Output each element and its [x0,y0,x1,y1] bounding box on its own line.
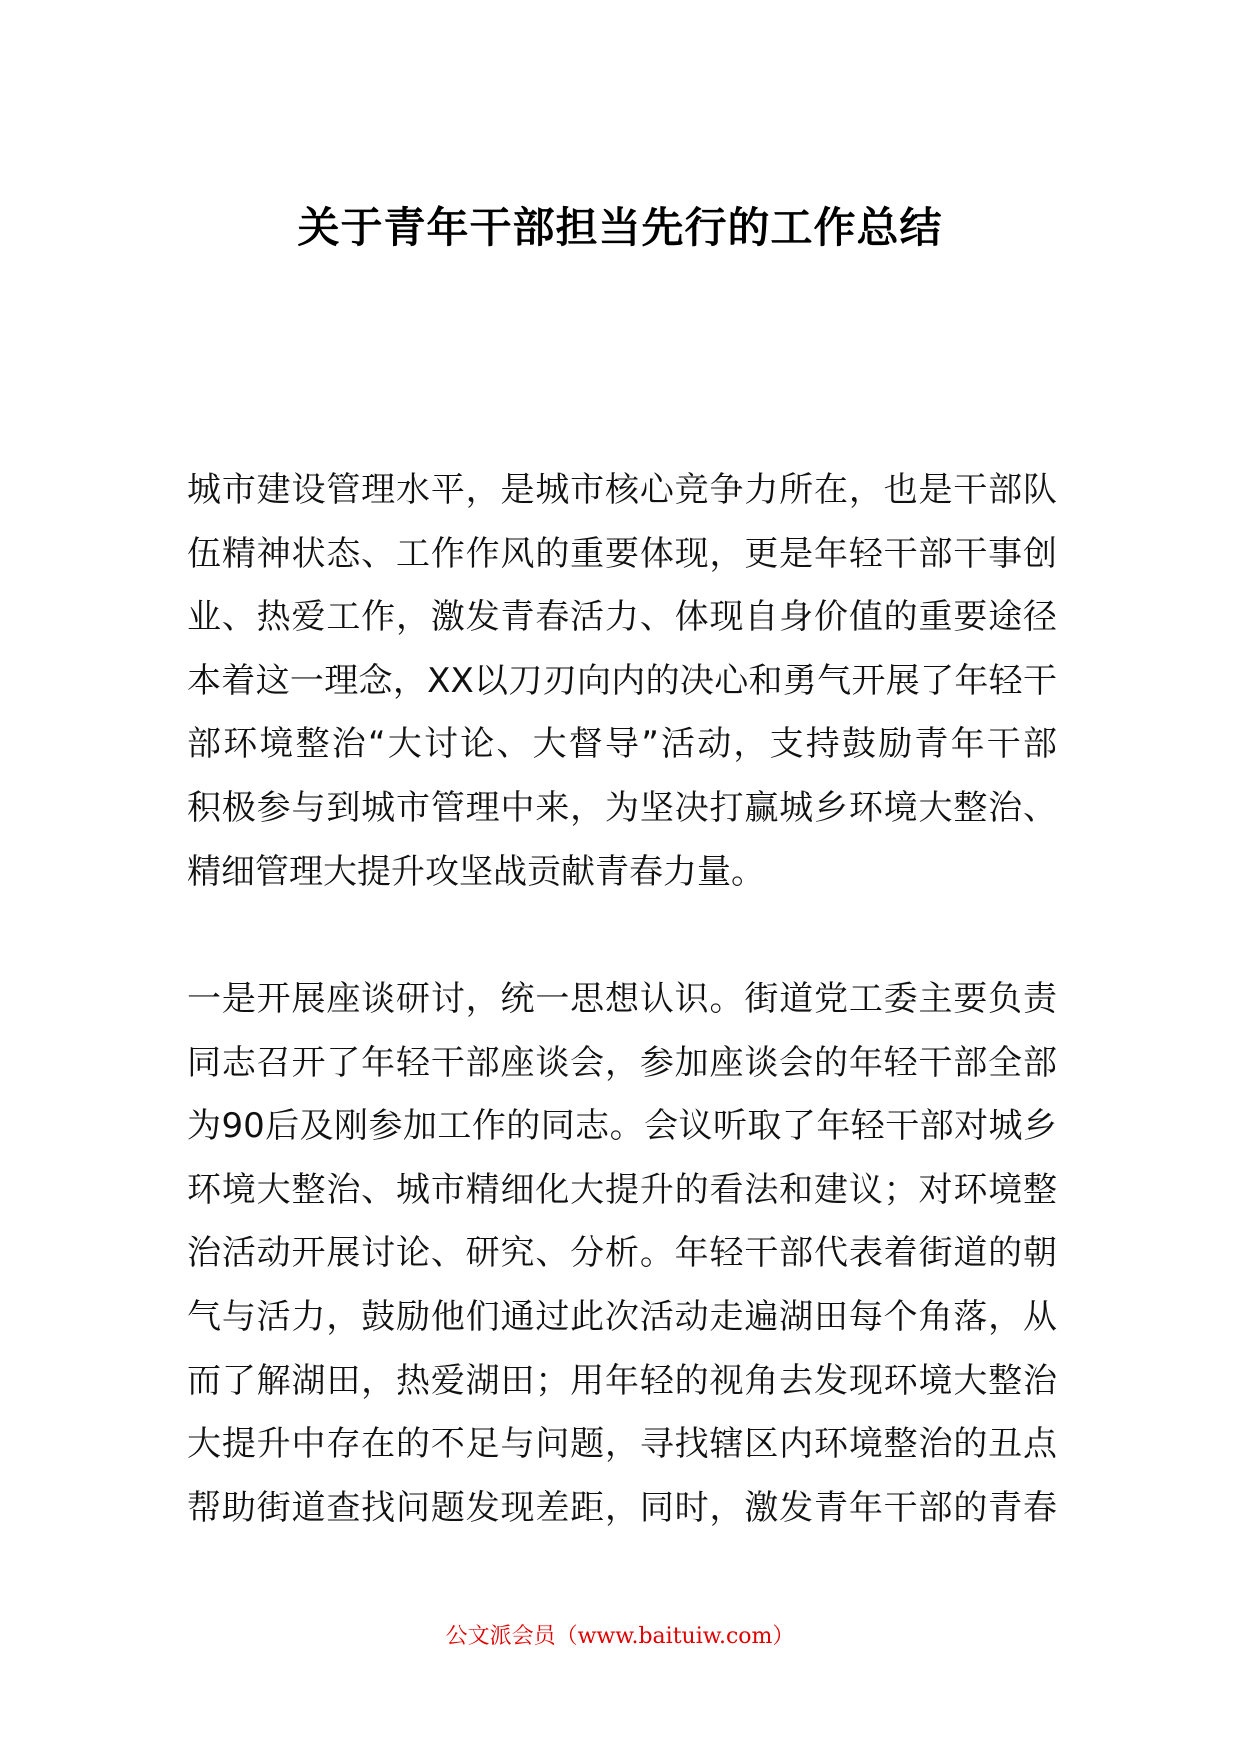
paragraph-line: 而了解湖田，热爱湖田；用年轻的视角去发现环境大整治 [187,1360,1057,1401]
paragraph-line: 大提升中存在的不足与问题，寻找辖区内环境整治的丑点 [187,1424,1057,1465]
paragraph-line: 业、热爱工作，激发青春活力、体现自身价值的重要途径 [187,597,1057,638]
paragraph-line: 积极参与到城市管理中来，为坚决打赢城乡环境大整治、 [187,787,1057,828]
paragraph-line: 一是开展座谈研讨，统一思想认识。街道党工委主要负责 [187,979,1057,1019]
paragraph-1 [187,459,1057,904]
paragraph-line: 同志召开了年轻干部座谈会，参加座谈会的年轻干部全部 [187,1042,1057,1083]
paragraph-line: 城市建设管理水平，是城市核心竞争力所在，也是干部队 [187,470,1057,510]
paragraph-line: 治活动开展讨论、研究、分析。年轻干部代表着街道的朝 [187,1233,1057,1274]
paragraph-line: 气与活力，鼓励他们通过此次活动走遍湖田每个角落，从 [187,1296,1057,1337]
paragraph-line: 帮助街道查找问题发现差距，同时，激发青年干部的青春 [187,1487,1057,1528]
paragraph-line: 伍精神状态、工作作风的重要体现，更是年轻干部干事创 [187,533,1057,574]
footer-watermark: 公文派会员（www.baituiw.com） [445,1624,795,1649]
paragraph-line: 本着这一理念，XX以刀刃向内的决心和勇气开展了年轻干 [187,660,1057,701]
paragraph-line: 环境大整治、城市精细化大提升的看法和建议；对环境整 [187,1169,1057,1210]
paragraph-line: 为90后及刚参加工作的同志。会议听取了年轻干部对城乡 [187,1106,1057,1147]
document-title: 关于青年干部担当先行的工作总结 [297,203,943,252]
paragraph-2 [187,968,1057,1540]
paragraph-line: 精细管理大提升攻坚战贡献青春力量。 [187,851,765,892]
paragraph-line: 部环境整治“大讨论、大督导”活动，支持鼓励青年干部 [187,724,1057,765]
